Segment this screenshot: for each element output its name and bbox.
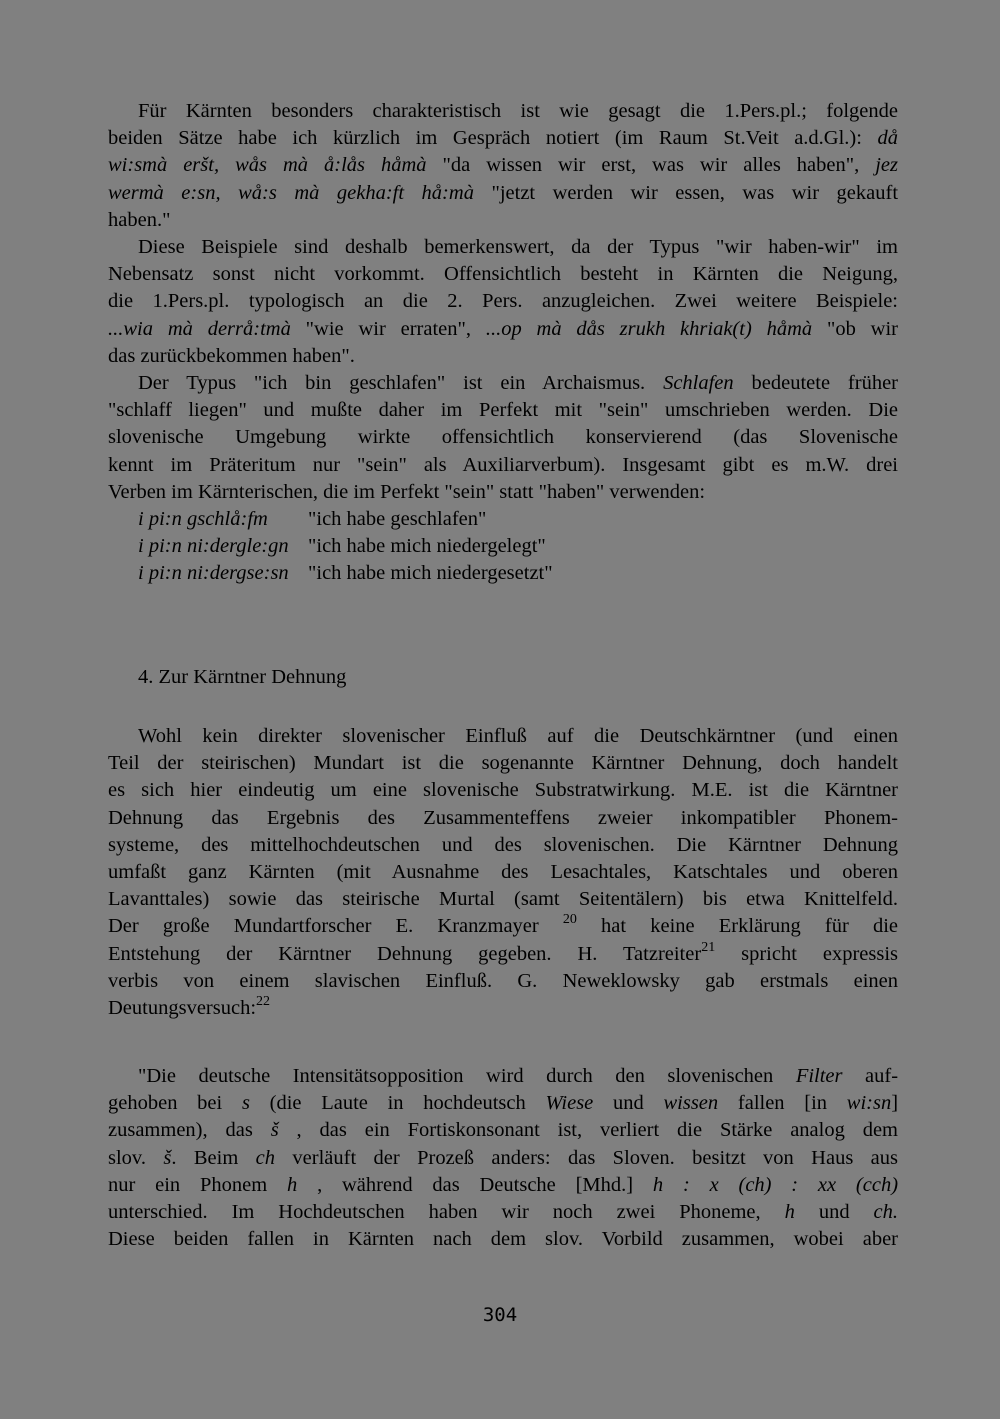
- text-line: Diese Beispiele sind deshalb bemerkenswert, da der Typus "wir haben-wir" im: [138, 236, 898, 258]
- text-line: ...wia mà derrå:tmà "wie wir erraten", ...op mà dås zrukh khriak(t) håmà "ob wir: [108, 317, 899, 340]
- example-item: [108, 533, 898, 560]
- paragraph-1: [108, 98, 898, 234]
- text-line: haben.": [108, 208, 171, 231]
- text-line: die 1.Pers.pl. typologisch an die 2. Pers. anzugleichen. Zwei weitere Beispiele:: [108, 290, 898, 313]
- example-form: i pi:n ni:dergse:sn: [138, 562, 289, 585]
- paragraph-2: [108, 234, 898, 370]
- text-line: "Die deutsche Intensitätsopposition wird durch den slovenischen Filter auf-: [138, 1065, 899, 1087]
- example-gloss: "ich habe mich niedergelegt": [308, 535, 546, 558]
- text-line: Diese beiden fallen in Kärnten nach dem slov. Vorbild zusammen, wobei aber: [108, 1228, 898, 1251]
- text-line: Verben im Kärnterischen, die im Perfekt "sein" statt "haben" verwenden:: [108, 480, 706, 503]
- text-line: kennt im Präteritum nur "sein" als Auxiliarverbum). Insgesamt gibt es m.W. drei: [108, 453, 898, 476]
- section-heading: 4. Zur Kärntner Dehnung: [138, 666, 347, 688]
- paragraph-3: [108, 370, 898, 506]
- text-line: Für Kärnten besonders charakteristisch ist wie gesagt die 1.Pers.pl.; folgende: [138, 100, 898, 122]
- footnote-ref: 21: [701, 939, 716, 955]
- text-line: verbis von einem slavischen Einfluß. G. Neweklowsky gab erstmals einen: [108, 969, 898, 992]
- text-line: Nebensatz sonst nicht vorkommt. Offensichtlich besteht in Kärnten die Neigung,: [108, 263, 898, 286]
- example-gloss: "ich habe mich niedergesetzt": [308, 562, 553, 585]
- text-line: umfaßt ganz Kärnten (mit Ausnahme des Lesachtales, Katschtales und oberen: [108, 861, 898, 884]
- text-line: wi:smà eršt, wås mà å:lås håmà "da wissen wir erst, was wir alles haben", jez: [108, 154, 899, 177]
- example-gloss: "ich habe geschlafen": [308, 508, 487, 530]
- text-line: wermà e:sn, wå:s mà gekha:ft hå:mà "jetzt werden wir essen, was wir gekauft: [108, 181, 899, 204]
- text-line: systeme, des mittelhochdeutschen und des slovenischen. Die Kärntner Dehnung: [108, 833, 898, 856]
- text-line: nur ein Phonem h , während das Deutsche [Mhd.] h : x (ch) : xx (cch): [108, 1173, 899, 1196]
- text-line: beiden Sätze habe ich kürzlich im Gespräch notiert (im Raum St.Veit a.d.Gl.): då: [108, 127, 898, 150]
- text-line: Lavanttales) sowie das steirische Murtal (samt Seitentälern) bis etwa Knittelfeld.: [108, 888, 898, 911]
- text-line: Teil der steirischen) Mundart ist die sogenannte Kärntner Dehnung, doch handelt: [108, 752, 898, 775]
- footnote-ref: 20: [562, 912, 577, 928]
- text-line: Dehnung das Ergebnis des Zusammenteffens zweier inkompatibler Phonem-: [108, 806, 898, 829]
- example-item: [108, 560, 898, 587]
- example-form: i pi:n ni:dergle:gn: [138, 535, 289, 558]
- text-line: Der Typus "ich bin geschlafen" ist ein Archaismus. Schlafen bedeutete früher: [138, 372, 899, 394]
- text-line: es sich hier eindeutig um eine slovenische Substratwirkung. M.E. ist die Kärntner: [108, 779, 898, 802]
- text-line: das zurückbekommen haben".: [108, 344, 355, 367]
- text-line: gehoben bei s (die Laute in hochdeutsch Wiese und wissen fallen [in wi:sn]: [108, 1092, 899, 1115]
- example-form: i pi:n gschlå:fm: [138, 508, 268, 530]
- text-line: "schlaff liegen" und mußte daher im Perfekt mit "sein" umschrieben werden. Die: [108, 399, 898, 422]
- text-line: slovenische Umgebung wirkte offensichtlich konservierend (das Slovenische: [108, 426, 898, 449]
- text-line: slov. š. Beim ch verläuft der Prozeß anders: das Sloven. besitzt von Haus aus: [108, 1146, 899, 1169]
- text-line: Deutungsversuch:$^{22}$: [108, 994, 271, 1020]
- text-line: unterschied. Im Hochdeutschen haben wir noch zwei Phoneme, h und ch.: [108, 1201, 898, 1224]
- text-line: zusammen), das š , das ein Fortiskonsonant ist, verliert die Stärke analog dem: [108, 1119, 899, 1142]
- text-line: Wohl kein direkter slovenischer Einfluß auf die Deutschkärntner (und einen: [138, 725, 898, 747]
- page-number: 304: [482, 1304, 518, 1326]
- example-item: [108, 506, 898, 533]
- example-list: [108, 506, 898, 588]
- text-line: Der große Mundartforscher E. Kranzmayer $^{20}$ hat keine Erklärung für die: [108, 912, 898, 938]
- footnote-ref: 22: [256, 994, 271, 1010]
- paragraph-4: [108, 723, 898, 1022]
- block-quote: [108, 1063, 898, 1253]
- text-line: Entstehung der Kärntner Dehnung gegeben. H. Tatzreiter$^{21}$ spricht expressis: [108, 939, 898, 965]
